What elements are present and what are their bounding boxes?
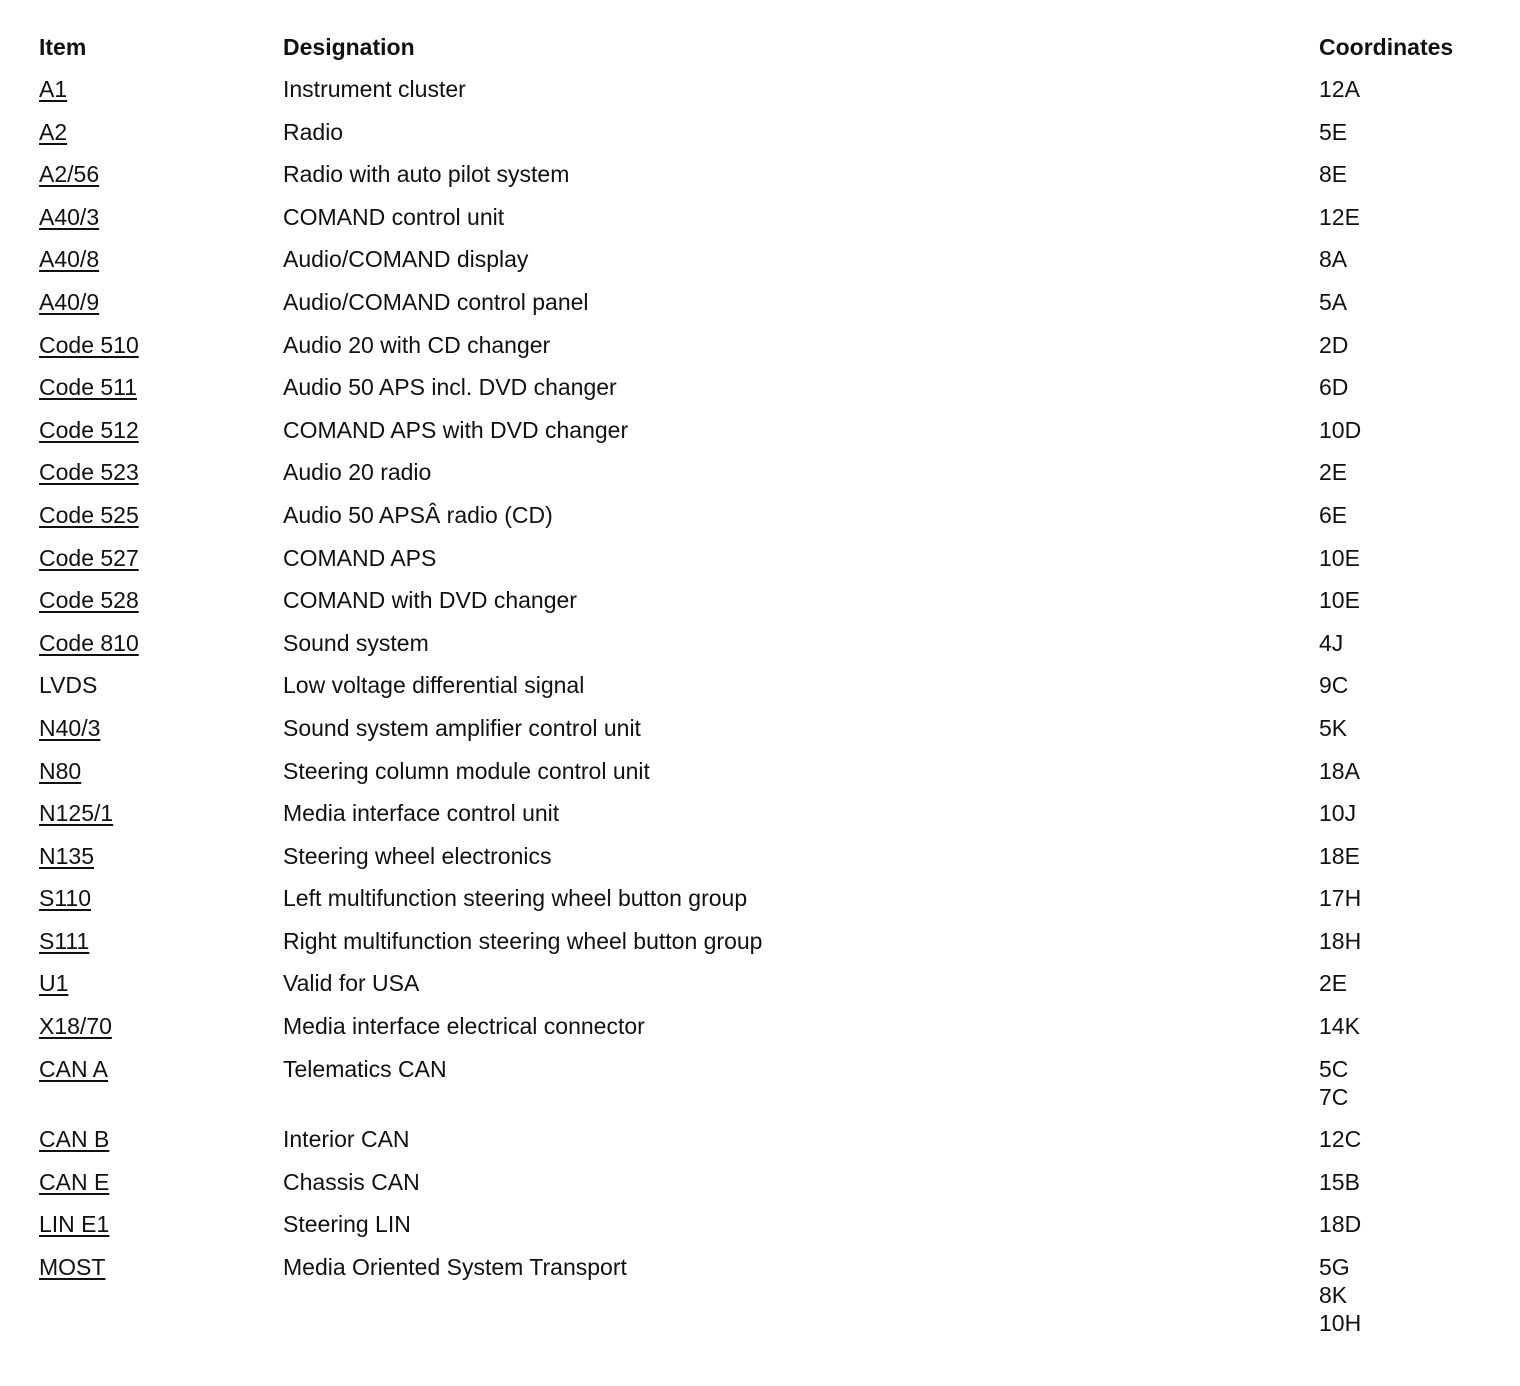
table-row — [39, 707, 1499, 750]
item-link[interactable]: Code 810 — [39, 629, 139, 656]
item-link[interactable]: MOST — [39, 1254, 106, 1281]
coordinates-cell — [1319, 501, 1499, 529]
item-cell — [39, 799, 283, 827]
item-link[interactable]: A40/3 — [39, 203, 100, 230]
item-column-header: Item — [39, 34, 87, 60]
coordinate-value: 14K — [1319, 1013, 1360, 1040]
coordinate-value: 2E — [1319, 970, 1348, 997]
designation-cell: Left multifunction steering wheel button group — [283, 885, 748, 912]
item-link[interactable]: A40/8 — [39, 246, 100, 273]
designation-cell: COMAND control unit — [283, 203, 505, 230]
designation-cell: Audio 50 APS incl. DVD changer — [283, 374, 617, 401]
coordinate-value: 5K — [1319, 714, 1348, 741]
coordinate-value: 2D — [1319, 331, 1349, 358]
coordinate-value: 5C — [1319, 1055, 1349, 1082]
item-cell — [39, 75, 283, 103]
coordinate-value: 12A — [1319, 76, 1360, 102]
table-row — [39, 68, 1499, 111]
item-cell — [39, 118, 283, 146]
coordinates-cell — [1319, 75, 1499, 103]
coordinates-cell — [1319, 544, 1499, 572]
coordinate-value: 6D — [1319, 374, 1349, 401]
table-row — [39, 1246, 1499, 1345]
table-header-row — [39, 30, 1499, 68]
coordinates-cell — [1319, 245, 1499, 273]
item-link[interactable]: Code 512 — [39, 416, 139, 443]
item-cell — [39, 245, 283, 273]
table-row — [39, 537, 1499, 580]
table-row — [39, 451, 1499, 494]
item-link[interactable]: A40/9 — [39, 288, 100, 315]
coordinate-value: 10D — [1319, 416, 1362, 443]
table-row — [39, 1005, 1499, 1048]
item-cell — [39, 969, 283, 997]
item-cell — [39, 331, 283, 359]
item-link[interactable]: A2 — [39, 118, 68, 145]
table-row — [39, 281, 1499, 324]
item-link[interactable]: Code 525 — [39, 501, 139, 528]
item-cell — [39, 1055, 283, 1083]
coordinates-cell — [1319, 757, 1499, 785]
table-row — [39, 494, 1499, 537]
designation-cell: COMAND APS — [283, 544, 437, 571]
designation-cell: Audio 50 APSÂ radio (CD) — [283, 501, 553, 528]
item-cell — [39, 1125, 283, 1153]
designation-cell: Instrument cluster — [283, 76, 466, 102]
coordinates-cell — [1319, 586, 1499, 614]
designation-cell: Media Oriented System Transport — [283, 1254, 627, 1281]
coordinates-column-header: Coordinates — [1319, 34, 1454, 60]
coordinate-value: 18D — [1319, 1211, 1362, 1238]
item-cell — [39, 1253, 283, 1281]
coordinates-cell — [1319, 203, 1499, 231]
item-cell — [39, 884, 283, 912]
coordinate-value: 8K — [1319, 1282, 1348, 1309]
designation-cell: Radio — [283, 118, 344, 145]
coordinate-value: 12E — [1319, 203, 1360, 230]
table-row — [39, 324, 1499, 367]
designation-cell: Steering wheel electronics — [283, 842, 552, 869]
designation-cell: Audio/COMAND control panel — [283, 288, 589, 315]
item-cell — [39, 1012, 283, 1040]
item-link[interactable]: N40/3 — [39, 714, 101, 741]
item-link[interactable]: U1 — [39, 970, 69, 997]
item-link[interactable]: Code 528 — [39, 587, 139, 614]
coordinates-cell — [1319, 799, 1499, 827]
table-row — [39, 664, 1499, 707]
item-cell — [39, 586, 283, 614]
coordinates-cell — [1319, 1253, 1499, 1337]
item-link[interactable]: Code 523 — [39, 459, 139, 486]
item-cell — [39, 458, 283, 486]
table-row — [39, 1048, 1499, 1119]
item-cell — [39, 842, 283, 870]
coordinate-value: 10J — [1319, 800, 1357, 827]
coordinate-value: 5A — [1319, 288, 1348, 315]
item-cell — [39, 1168, 283, 1196]
coordinates-cell — [1319, 714, 1499, 742]
table-row — [39, 1118, 1499, 1161]
table-row — [39, 409, 1499, 452]
coordinates-cell — [1319, 842, 1499, 870]
designation-cell: Sound system — [283, 629, 429, 656]
designation-cell: Chassis CAN — [283, 1168, 420, 1195]
designation-cell: COMAND APS with DVD changer — [283, 416, 629, 443]
item-cell — [39, 160, 283, 188]
item-cell — [39, 671, 283, 699]
designation-cell: Valid for USA — [283, 970, 420, 997]
component-legend-table — [39, 30, 1499, 1345]
item-cell — [39, 501, 283, 529]
coordinates-cell — [1319, 927, 1499, 955]
coordinates-cell — [1319, 884, 1499, 912]
designation-cell: Audio/COMAND display — [283, 246, 529, 273]
item-link[interactable]: X18/70 — [39, 1013, 112, 1040]
item-link[interactable]: A2/56 — [39, 161, 100, 188]
coordinate-value: 8A — [1319, 246, 1348, 273]
designation-cell: Low voltage differential signal — [283, 672, 585, 699]
table-row — [39, 835, 1499, 878]
item-cell — [39, 629, 283, 657]
coordinate-value: 15B — [1319, 1168, 1360, 1195]
item-link[interactable]: Code 510 — [39, 331, 139, 358]
designation-cell: Radio with auto pilot system — [283, 161, 570, 188]
item-cell — [39, 416, 283, 444]
table-row — [39, 153, 1499, 196]
coordinate-value: 9C — [1319, 672, 1349, 699]
coordinate-value: 10E — [1319, 587, 1360, 614]
designation-cell: Media interface control unit — [283, 800, 560, 827]
designation-cell: Sound system amplifier control unit — [283, 714, 641, 741]
item-cell — [39, 757, 283, 785]
coordinates-cell — [1319, 1012, 1499, 1040]
coordinates-cell — [1319, 629, 1499, 657]
item-label: LVDS — [39, 672, 98, 699]
coordinates-cell — [1319, 969, 1499, 997]
table-row — [39, 622, 1499, 665]
item-cell — [39, 203, 283, 231]
coordinate-value: 6E — [1319, 501, 1348, 528]
coordinate-value: 18E — [1319, 842, 1360, 869]
designation-cell: Telematics CAN — [283, 1055, 447, 1082]
coordinate-value: 18A — [1319, 757, 1360, 784]
table-row — [39, 962, 1499, 1005]
item-link[interactable]: Code 511 — [39, 374, 138, 401]
designation-cell: Steering LIN — [283, 1211, 411, 1238]
designation-cell: Audio 20 with CD changer — [283, 331, 551, 358]
item-link[interactable]: CAN E — [39, 1168, 110, 1195]
item-cell — [39, 714, 283, 742]
designation-cell: Audio 20 radio — [283, 459, 432, 486]
item-link[interactable]: A1 — [39, 76, 68, 102]
coordinate-value: 12C — [1319, 1126, 1362, 1153]
table-row — [39, 366, 1499, 409]
coordinate-value: 7C — [1319, 1083, 1349, 1110]
designation-column-header: Designation — [283, 34, 415, 60]
coordinates-cell — [1319, 671, 1499, 699]
item-cell — [39, 544, 283, 572]
item-link[interactable]: N80 — [39, 757, 82, 784]
coordinates-cell — [1319, 331, 1499, 359]
table-row — [39, 750, 1499, 793]
table-row — [39, 1203, 1499, 1246]
coordinates-cell — [1319, 373, 1499, 401]
item-cell — [39, 288, 283, 316]
item-cell — [39, 1210, 283, 1238]
coordinate-value: 10E — [1319, 544, 1360, 571]
item-link[interactable]: S110 — [39, 885, 92, 912]
table-row — [39, 877, 1499, 920]
item-cell — [39, 373, 283, 401]
designation-cell: COMAND with DVD changer — [283, 587, 577, 614]
coordinate-value: 5E — [1319, 118, 1348, 145]
table-row — [39, 579, 1499, 622]
designation-cell: Right multifunction steering wheel button group — [283, 927, 763, 954]
item-cell — [39, 927, 283, 955]
coordinates-cell — [1319, 1168, 1499, 1196]
coordinates-cell — [1319, 1210, 1499, 1238]
designation-cell: Media interface electrical connector — [283, 1013, 645, 1040]
item-link[interactable]: S111 — [39, 927, 90, 954]
designation-cell: Steering column module control unit — [283, 757, 650, 784]
item-link[interactable]: CAN B — [39, 1126, 110, 1153]
coordinate-value: 8E — [1319, 161, 1348, 188]
coordinates-cell — [1319, 118, 1499, 146]
table-row — [39, 111, 1499, 154]
coordinates-cell — [1319, 458, 1499, 486]
item-link[interactable]: CAN A — [39, 1055, 109, 1082]
coordinate-value: 2E — [1319, 459, 1348, 486]
item-link[interactable]: N135 — [39, 842, 94, 869]
coordinates-cell — [1319, 288, 1499, 316]
table-row — [39, 792, 1499, 835]
coordinate-value: 18H — [1319, 927, 1362, 954]
designation-cell: Interior CAN — [283, 1126, 410, 1153]
coordinates-cell — [1319, 160, 1499, 188]
table-row — [39, 238, 1499, 281]
coordinates-cell — [1319, 1055, 1499, 1111]
coordinate-value: 4J — [1319, 629, 1344, 656]
coordinate-value: 5G — [1319, 1254, 1350, 1281]
table-row — [39, 196, 1499, 239]
table-body — [39, 68, 1499, 1345]
table-row — [39, 920, 1499, 963]
item-link[interactable]: Code 527 — [39, 544, 139, 571]
item-link[interactable]: N125/1 — [39, 800, 114, 827]
table-row — [39, 1161, 1499, 1204]
coordinate-value: 10H — [1319, 1310, 1362, 1337]
coordinate-value: 17H — [1319, 885, 1362, 912]
coordinates-cell — [1319, 1125, 1499, 1153]
coordinates-cell — [1319, 416, 1499, 444]
item-link[interactable]: LIN E1 — [39, 1211, 110, 1238]
